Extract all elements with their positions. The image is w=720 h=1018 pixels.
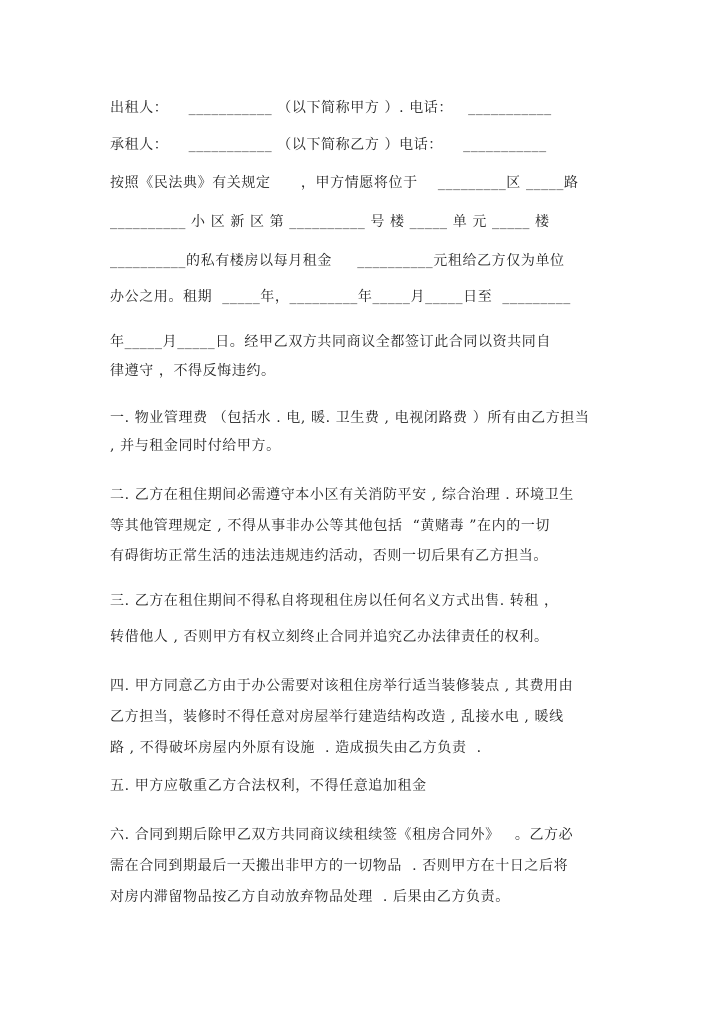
lessor-line: 出租人： ___________ （以下简称甲方 ）. 电话： ___________ bbox=[110, 100, 552, 116]
term-line-2: 年_____月_____日。经甲乙双方共同商议全都签订此合同以资共同自 bbox=[110, 334, 551, 350]
clause-4-line-2: 乙方担当，装修时不得任意对房屋举行建造结构改造 , 乱接水电 , 暖线 bbox=[110, 709, 564, 725]
clause-1-line-1: 一. 物业管理费 （包括水 . 电, 暖. 卫生费 , 电视闭路费 ）所有由乙方担当 bbox=[110, 410, 590, 426]
clause-6-line-1: 六. 合同到期后除甲乙双方共同商议续租续签《租房合同外》 。乙方必 bbox=[110, 827, 574, 843]
clause-2-line-2: 等其他管理规定 , 不得从事非办公等其他包括 “黄赌毒 ”在内的一切 bbox=[110, 518, 551, 534]
term-line-1: 办公之用。租期 _____年，_________年_____月_____日至 _________ bbox=[110, 289, 571, 305]
clause-3-line-1: 三. 乙方在租住期间不得私自将现租住房以任何名义方式出售. 转租 ， bbox=[110, 593, 559, 609]
term-line-3: 律遵守 ，不得反悔违约。 bbox=[110, 363, 276, 379]
clause-1-line-2: , 并与租金同时付给甲方。 bbox=[110, 438, 281, 454]
property-line-2: __________ 小 区 新 区 第 __________ 号 楼 _____ 单 元 _____ 楼 bbox=[110, 214, 550, 230]
clause-2-line-3: 有碍街坊正常生活的违法违规违约活动，否则一切后果有乙方担当。 bbox=[110, 548, 548, 564]
clause-4-line-1: 四. 甲方同意乙方由于办公需要对该租住房举行适当装修装点 , 其费用由 bbox=[110, 678, 574, 694]
clause-6-line-2: 需在合同到期最后一天搬出非甲方的一切物品 . 否则甲方在十日之后将 bbox=[110, 858, 569, 874]
clause-2-line-1: 二. 乙方在租住期间必需遵守本小区有关消防平安 , 综合治理 . 环境卫生 bbox=[110, 487, 574, 503]
property-line-1: 按照《民法典》有关规定 ，甲方情愿将位于 _________区 _____路 bbox=[110, 175, 579, 191]
clause-5-line-1: 五. 甲方应敬重乙方合法权利，不得任意追加租金 bbox=[110, 778, 427, 794]
lessee-line: 承租人： ___________ （以下简称乙方 ）电话： ___________ bbox=[110, 137, 547, 153]
clause-3-line-2: 转借他人 , 否则甲方有权立刻终止合同并追究乙办法律责任的权利。 bbox=[110, 629, 549, 645]
clause-6-line-3: 对房内滞留物品按乙方自动放弃物品处理 . 后果由乙方负责。 bbox=[110, 889, 510, 905]
property-line-3: __________的私有楼房以每月租金 __________元租给乙方仅为单位 bbox=[110, 253, 565, 269]
clause-4-line-3: 路 , 不得破坏房屋内外原有设施 . 造成损失由乙方负责 . bbox=[110, 740, 482, 756]
